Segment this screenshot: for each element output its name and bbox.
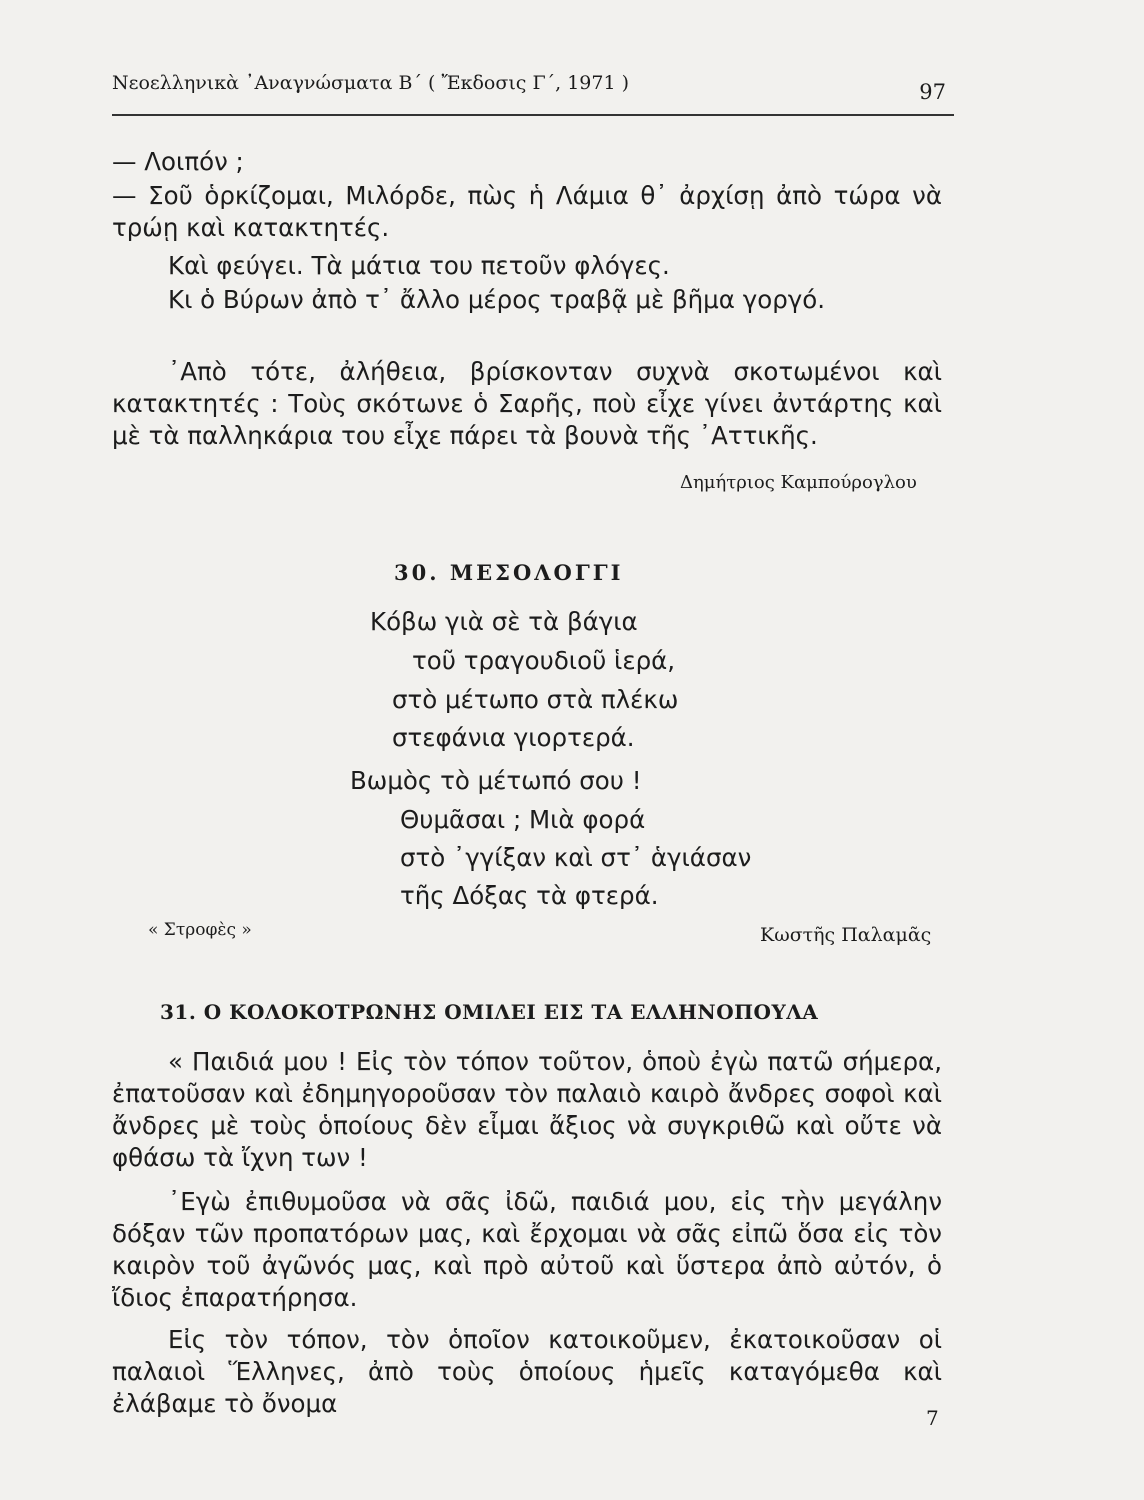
poem-line: Κόβω γιὰ σὲ τὰ βάγια (370, 607, 638, 636)
text-line: Κι ὁ Βύρων ἀπὸ τ᾿ ἄλλο μέρος τραβᾷ μὲ βῆμα γοργό. (168, 285, 826, 314)
poem-line: στὸ ᾿γγίξαν καὶ στ᾿ ἁγιάσαν (400, 843, 752, 872)
page-number: 97 (919, 80, 946, 104)
text-line: Καὶ φεύγει. Τὰ μάτια του πετοῦν φλόγες. (168, 251, 670, 280)
paragraph: « Παιδιά μου ! Εἰς τὸν τόπον τοῦτον, ὁποὺ ἐγὼ πατῶ σήμερα, ἐπατοῦσαν καὶ ἐδημηγοροῦσαν τὸν παλαιὸ καιρὸ ἄνδρες σοφοὶ καὶ ἄνδρες μὲ τοὺς ὁποίους δὲν εἶμαι ἄξιος νὰ συγκριθῶ καὶ οὔτε νὰ φθάσω τὰ ἴχνη των ! (112, 1047, 942, 1172)
dialogue-line: — Λοιπόν ; (112, 147, 244, 176)
signature-mark: 7 (926, 1406, 939, 1430)
paragraph: ᾿Εγὼ ἐπιθυμοῦσα νὰ σᾶς ἰδῶ, παιδιά μου, εἰς τὴν μεγάλην δόξαν τῶν προπατόρων μας, καὶ ἔρχομαι νὰ σᾶς εἰπῶ ὅσα εἰς τὸν καιρὸν τοῦ ἀγῶνός μας, καὶ πρὸ αὐτοῦ καὶ ὕστερα ἀπὸ αὐτόν, ὁ ἴδιος ἐπαρατήρησα. (112, 1187, 942, 1312)
dialogue-line: — Σοῦ ὁρκίζομαι, Μιλόρδε, πὼς ἡ Λάμια θ᾿ ἀρχίσῃ ἀπὸ τώρα νὰ τρώῃ καὶ κατακτητές. (112, 181, 942, 242)
header-title: Νεοελληνικὰ ᾿Αναγνώσματα Β΄ ( Ἔκδοσις Γ΄, 1971 ) (112, 72, 630, 94)
poem-line: Θυμᾶσαι ; Μιὰ φορά (400, 805, 646, 834)
header-rule (112, 114, 954, 116)
poem-line: στὸ μέτωπο στὰ πλέκω (392, 685, 679, 714)
paragraph: ᾿Απὸ τότε, ἀλήθεια, βρίσκονταν συχνὰ σκοτωμένοι καὶ κατακτητές : Τοὺς σκότωνε ὁ Σαρῆς, ποὺ εἶχε γίνει ἀντάρτης καὶ μὲ τὰ παλληκάρια του εἶχε πάρει τὰ βουνὰ τῆς ᾿Αττικῆς. (112, 357, 942, 450)
poem-line: στεφάνια γιορτερά. (392, 723, 635, 752)
poem-source: « Στροφὲς » (148, 920, 252, 940)
author-signature: Δημήτριος Καμπούρογλου (680, 472, 917, 493)
author-signature: Κωστῆς Παλαμᾶς (760, 924, 932, 946)
poem-line: τῆς Δόξας τὰ φτερά. (400, 881, 659, 910)
section-title: 30. ΜΕΣΟΛΟΓΓΙ (394, 560, 624, 585)
paragraph: Εἰς τὸν τόπον, τὸν ὁποῖον κατοικοῦμεν, ἐκατοικοῦσαν οἱ παλαιοὶ Ἕλληνες, ἀπὸ τοὺς ὁποίους ἡμεῖς καταγόμεθα καὶ ἐλάβαμε τὸ ὄνομα (112, 1325, 942, 1418)
poem-line: τοῦ τραγουδιοῦ ἱερά, (412, 646, 676, 675)
poem-line: Βωμὸς τὸ μέτωπό σου ! (350, 766, 642, 795)
section-title: 31. Ο ΚΟΛΟΚΟΤΡΩΝΗΣ ΟΜΙΛΕΙ ΕΙΣ ΤΑ ΕΛΛΗΝΟΠΟΥΛΑ (160, 1000, 819, 1024)
